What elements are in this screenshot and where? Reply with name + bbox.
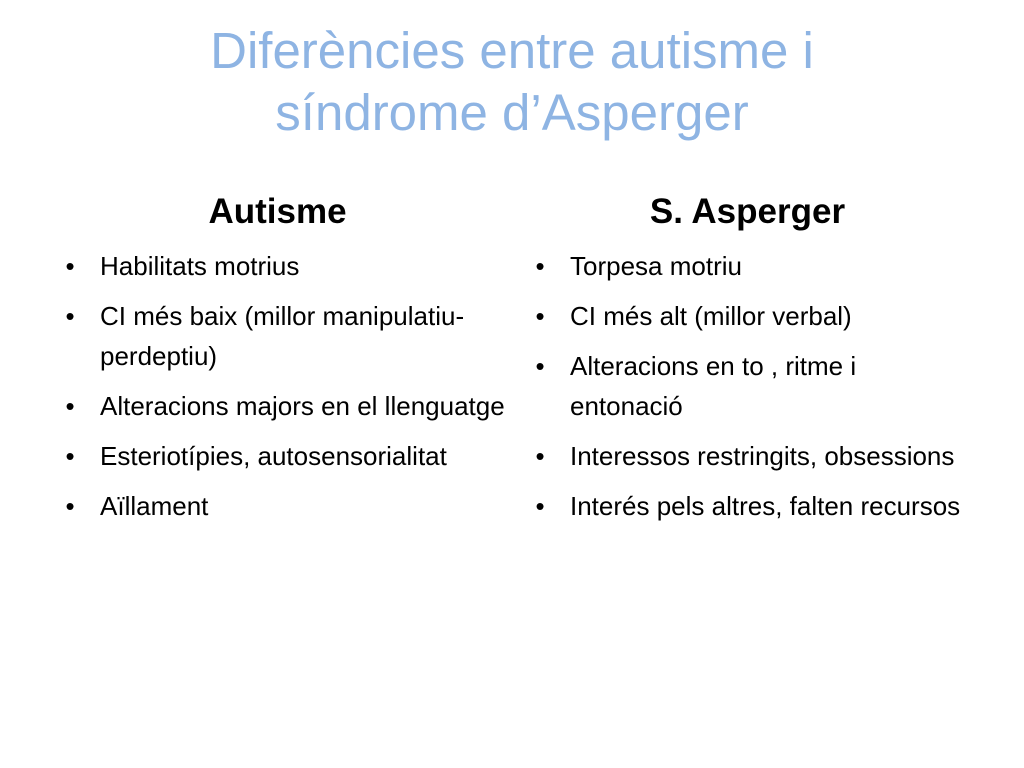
bullet-icon: •	[535, 351, 545, 381]
bullet-text: Alteracions en to , ritme i entonació	[570, 351, 857, 421]
bullet-text: CI més baix (millor manipulatiu-perdeptiu)	[100, 301, 465, 371]
bullet-item	[520, 246, 975, 286]
bullet-item	[50, 296, 505, 376]
asperger-bullet-list	[520, 246, 975, 526]
bullet-item	[520, 346, 975, 426]
bullet-item	[520, 486, 975, 526]
bullet-icon: •	[65, 391, 75, 421]
bullet-item	[50, 246, 505, 286]
slide-title	[0, 20, 1024, 144]
bullet-text: Aïllament	[100, 491, 209, 521]
bullet-item	[520, 436, 975, 476]
autisme-bullet-list	[50, 246, 505, 526]
bullet-icon: •	[535, 491, 545, 521]
autisme-column	[50, 188, 505, 536]
bullet-text: Habilitats motrius	[100, 251, 300, 281]
asperger-column	[520, 188, 975, 536]
bullet-icon: •	[65, 441, 75, 471]
bullet-text: Alteracions majors en el llenguatge	[100, 391, 505, 421]
bullet-icon: •	[65, 251, 75, 281]
bullet-icon: •	[65, 491, 75, 521]
asperger-heading: S. Asperger	[649, 192, 846, 231]
bullet-item	[50, 486, 505, 526]
autisme-heading: Autisme	[208, 192, 347, 231]
bullet-icon: •	[65, 301, 75, 331]
slide-title-line-1: Diferències entre autisme i	[210, 22, 814, 79]
slide-title-line-2: síndrome d’Asperger	[275, 84, 749, 141]
bullet-text: Esteriotípies, autosensorialitat	[100, 441, 447, 471]
bullet-text: Interessos restringits, obsessions	[570, 441, 955, 471]
bullet-icon: •	[535, 251, 545, 281]
bullet-icon: •	[535, 301, 545, 331]
bullet-item	[520, 296, 975, 336]
bullet-icon: •	[535, 441, 545, 471]
bullet-item	[50, 436, 505, 476]
bullet-text: CI més alt (millor verbal)	[570, 301, 852, 331]
bullet-item	[50, 386, 505, 426]
bullet-text: Torpesa motriu	[570, 251, 742, 281]
bullet-text: Interés pels altres, falten recursos	[570, 491, 961, 521]
